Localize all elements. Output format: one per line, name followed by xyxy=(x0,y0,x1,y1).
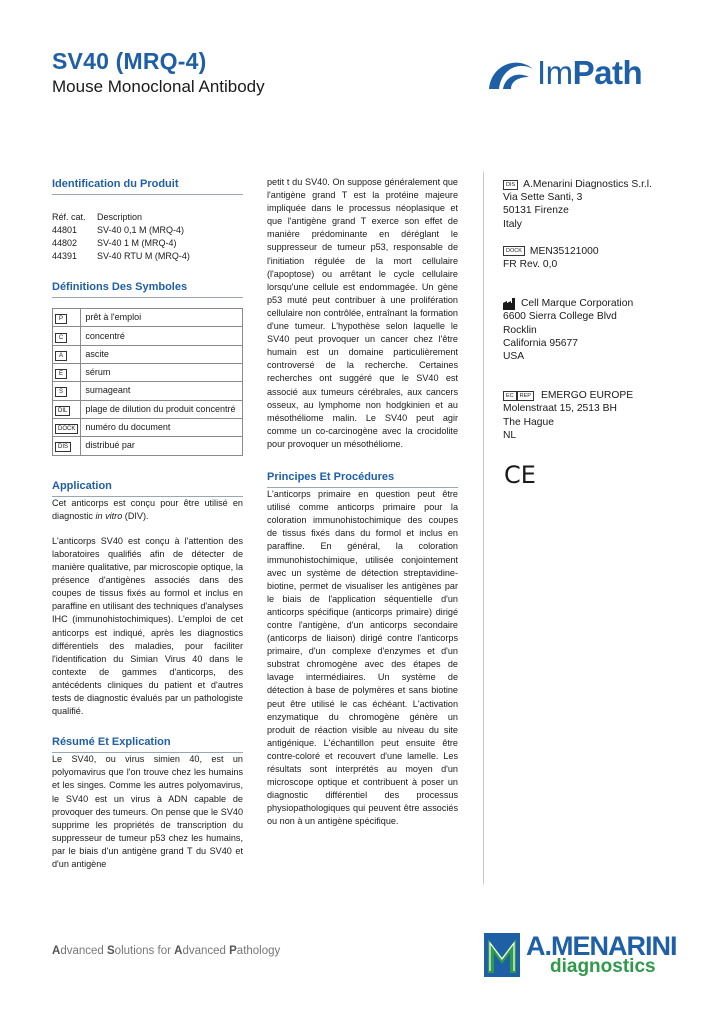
reference-row xyxy=(52,224,243,237)
document-number-icon: DOCK xyxy=(503,246,525,256)
description-column-header: Description xyxy=(97,212,143,223)
resume-paragraph-continued: petit t du SV40. On suppose généralement que l'antigène grand T est la protéine majeure impliquée dans le processus néoplasique et que l'antigène grand T exerce son effet de manière prédominante en déréglant le suppresseur de tumeur p53, responsable de l'initiation régulée de la mort cellulaire (l'apoptose) ou arrêtant le cycle cellulaire lorsqu'une cellule est endommagée. Un gène p53 muté peut contribuer à une prolifération cellulaire non contrôlée, entraînant la formation d'une tumeur. L'hypothèse selon laquelle le SV40 peut provoquer un cancer chez l'être humain est un domaine particulièrement controversé de la recherche. Certaines recherches ont suggéré que le SV40 est associé aux tumeurs cérébrales, aux cancers osseux, au lymphome non hodgkinien et au mésothéliome malin. Le SV40 peut agir comme un co-carcinogène avec la crocidolite pour provoquer un mésothéliome. xyxy=(267,177,458,449)
symbol-row xyxy=(53,345,243,363)
reference-row xyxy=(52,250,243,263)
ce-mark: CE xyxy=(504,461,536,489)
symbol-row xyxy=(53,418,243,436)
address-line: EMERGO EUROPE xyxy=(540,390,634,402)
address-line: Molenstraat 15, 2513 BH xyxy=(503,403,617,415)
reference-code: 44802 xyxy=(52,238,78,249)
menarini-diagnostics-wordmark: diagnostics xyxy=(550,956,656,977)
manufacturer-factory-icon xyxy=(503,298,516,310)
reference-code: 44801 xyxy=(52,225,78,236)
document-number: MEN35121000 xyxy=(529,245,599,257)
address-line: USA xyxy=(503,351,525,363)
concentrate-icon: C xyxy=(55,333,67,343)
symbol-label: concentré xyxy=(81,327,243,345)
page-title: SV40 (MRQ-4) xyxy=(52,48,207,74)
footer-tagline: Advanced Solutions for Advanced Pathology xyxy=(52,945,281,957)
symbols-table xyxy=(52,308,243,455)
column-left xyxy=(52,178,243,883)
address-line: NL xyxy=(503,429,517,441)
dilution-icon: DIL xyxy=(55,406,70,416)
symbol-row xyxy=(53,327,243,345)
product-reference-table xyxy=(52,211,243,263)
manufacturer-address xyxy=(503,297,678,363)
column-middle xyxy=(267,176,458,841)
reference-description: SV-40 0,1 M (MRQ-4) xyxy=(97,225,185,236)
ready-to-use-icon: P xyxy=(55,314,67,324)
application-heading: Application xyxy=(52,480,243,497)
address-line: The Hague xyxy=(503,416,554,428)
page-subtitle: Mouse Monoclonal Antibody xyxy=(52,77,265,96)
reference-header-row xyxy=(52,211,243,224)
supernatant-icon: S xyxy=(55,387,67,397)
principes-paragraph: L'anticorps primaire en question peut être utilisé comme anticorps primaire pour la coloration immunohistochimique des coupes de tissus fixés dans du formol et inclus en paraffine. En général, la coloration immunohistochimique, utilisée conjointement avec un système de détection streptavidine-biotine, permet de visualiser les antigènes par le biais de l'application séquentielle d'un anticorps spécifique (anticorps primaire) dirigé contre l'antigène, d'un anticorps secondaire (anticorps de liaison) dirigé contre l'anticorps primaire, d'un complexe d'enzymes et d'un substrat chromogène avec des étapes de lavage intermédiaires. Un système de détection à base de polymères et sans biotine peut être utilisé le cas échéant. L'activation enzymatique du chromogène génère un produit de réaction visible au niveau du site antigénique. L'échantillon peut ensuite être contre-coloré et recouvert d'une lamelle. Les résultats sont interprétés au moyen d'un microscope optique et contribuent à poser un diagnostic différentiel des processus physiopathologiques qui peuvent être associés ou non à un antigène spécifique. xyxy=(267,489,458,827)
ec-rep-address xyxy=(503,389,678,442)
document-info xyxy=(503,245,678,271)
distributed-by-icon: DIS xyxy=(503,180,518,190)
address-line: A.Menarini Diagnostics S.r.l. xyxy=(523,179,652,190)
symbol-label: sérum xyxy=(81,364,243,382)
ref-column-header: Réf. cat. xyxy=(52,212,86,223)
menarini-m-icon xyxy=(484,933,520,977)
reference-row xyxy=(52,237,243,250)
distributed-by-icon: DIS xyxy=(55,442,71,452)
principes-heading: Principes Et Procédures xyxy=(267,471,458,488)
address-line: 6600 Sierra College Blvd xyxy=(503,311,617,323)
application-paragraph: L'anticorps SV40 est conçu à l'attention des laboratoires qualifiés afin de détecter de manière qualitative, par microscopie optique, la présence d'antigènes associés dans des coupes de tissus fixés au formol et inclus en paraffine en utilisant des techniques d'analyses IHC (immunohistochimiques). L'emploi de cet anticorps est indiqué, après les diagnostics différentiels des maladies, pour faciliter l'identification du Simian Virus 40 dans le contexte de gammes d'anticorps, des antécédents cliniques du patient et d'autres tests de diagnostic évalués par un pathologiste qualifié. xyxy=(52,535,243,717)
address-line: 50131 Firenze xyxy=(503,205,569,217)
symbol-label: prêt à l'emploi xyxy=(81,309,243,327)
symbol-label: ascite xyxy=(81,345,243,363)
ascites-icon: A xyxy=(55,351,67,361)
impath-swoosh-icon xyxy=(487,55,535,91)
symbol-row xyxy=(53,382,243,400)
column-divider xyxy=(483,172,484,884)
menarini-wordmark: A.MENARINI xyxy=(526,931,677,961)
symbol-row xyxy=(53,437,243,455)
column-right xyxy=(503,178,678,470)
symbol-label: numéro du document xyxy=(81,418,243,436)
address-line: Rocklin xyxy=(503,324,537,336)
identification-heading: Identification du Produit xyxy=(52,178,243,195)
symbol-row xyxy=(53,400,243,418)
impath-logo xyxy=(487,55,672,91)
symbols-heading: Définitions Des Symboles xyxy=(52,281,243,298)
symbol-label: distribué par xyxy=(81,437,243,455)
resume-paragraph: Le SV40, ou virus simien 40, est un polyomavirus que l'on trouve chez les humains et les singes. Comme les autres polyomavirus, le SV40 est un virus à ADN capable de provoquer des tumeurs. On pense que le SV40 supprime les propriétés de transcription du suppresseur de tumeur p53 chez les humains, par le biais d'un antigène grand T du SV40 et d'un antigène xyxy=(52,754,243,869)
symbol-row xyxy=(53,364,243,382)
address-line: Italy xyxy=(503,218,522,230)
reference-code: 44391 xyxy=(52,251,78,262)
application-paragraph: Cet anticorps est conçu pour être utilisé en diagnostic in vitro (DIV). xyxy=(52,497,243,521)
symbol-row xyxy=(53,309,243,327)
reference-description: SV-40 RTU M (MRQ-4) xyxy=(97,251,190,262)
impath-wordmark: ImPath xyxy=(537,54,643,91)
reference-description: SV-40 1 M (MRQ-4) xyxy=(97,238,177,249)
document-revision: FR Rev. 0,0 xyxy=(503,259,558,271)
document-number-icon: DOCK xyxy=(55,424,78,434)
address-line: California 95677 xyxy=(503,337,578,349)
symbol-label: plage de dilution du produit concentré xyxy=(81,400,243,418)
serum-icon: E xyxy=(55,369,67,379)
symbol-label: surnageant xyxy=(81,382,243,400)
address-line: Cell Marque Corporation xyxy=(521,298,634,310)
distributor-address xyxy=(503,178,678,231)
menarini-logo xyxy=(484,933,676,979)
address-line: Via Sette Santi, 3 xyxy=(503,192,583,204)
resume-heading: Résumé Et Explication xyxy=(52,736,243,753)
ec-rep-icon: EC REP xyxy=(503,391,534,401)
